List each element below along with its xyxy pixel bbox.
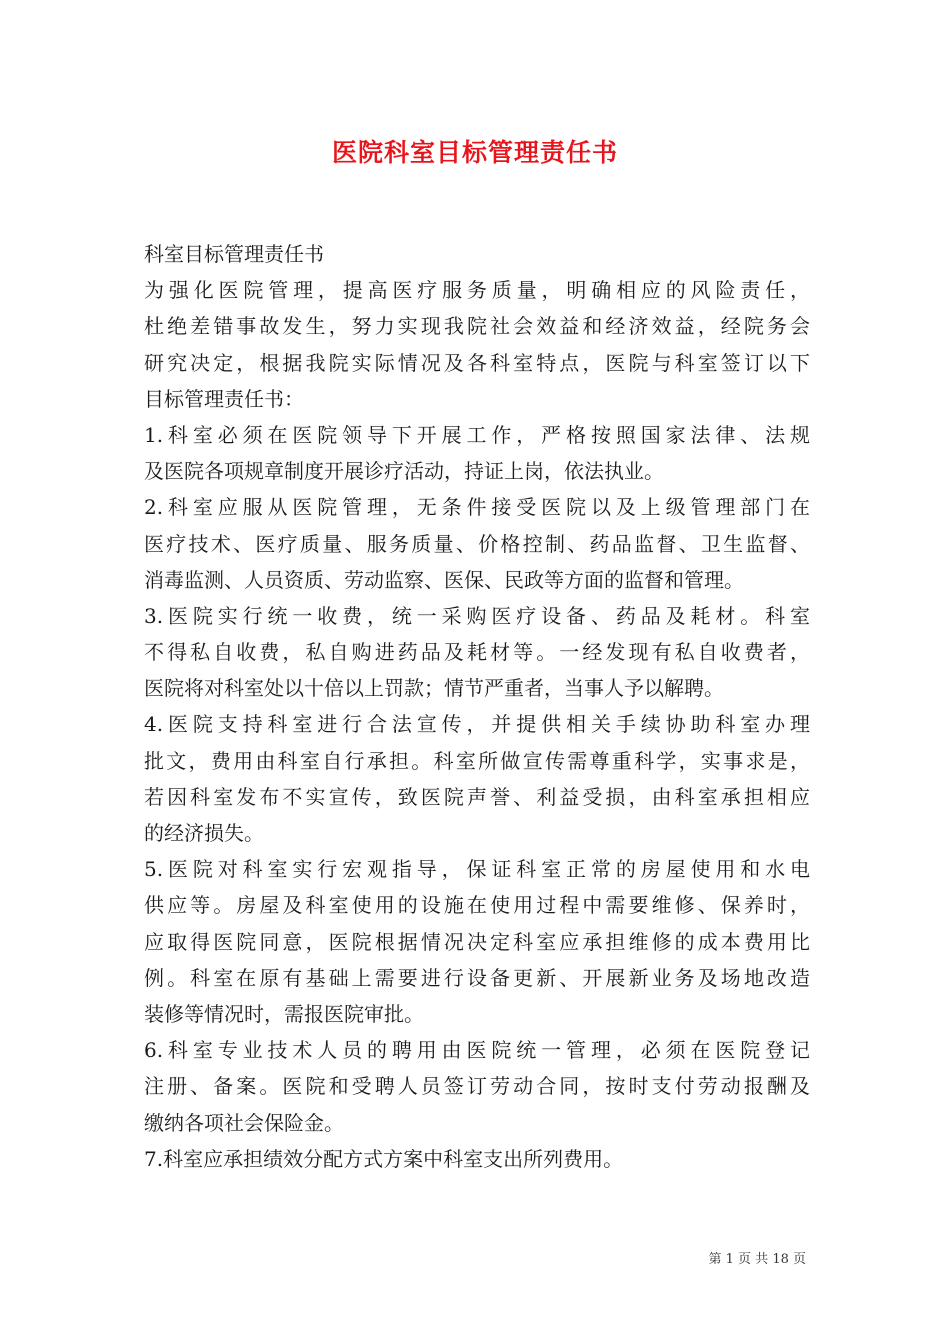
document-subtitle: 科室目标管理责任书	[144, 242, 324, 266]
clause-line: 例。科室在原有基础上需要进行设备更新、开展新业务及场地改造	[144, 965, 810, 990]
clause-2	[144, 489, 810, 598]
clause-line: 应取得医院同意，医院根据情况决定科室应承担维修的成本费用比	[144, 929, 810, 954]
clause-line: 2.科室应服从医院管理，无条件接受医院以及上级管理部门在	[144, 495, 810, 520]
clause-line: 及医院各项规章制度开展诊疗活动，持证上岗，依法执业。	[144, 459, 664, 484]
clause-line: 装修等情况时，需报医院审批。	[144, 1001, 424, 1026]
page-number: 第 1 页 共 18 页	[708, 1252, 806, 1267]
intro-line: 杜绝差错事故发生，努力实现我院社会效益和经济效益，经院务会	[144, 314, 810, 339]
clause-line: 5.医院对科室实行宏观指导，保证科室正常的房屋使用和水电	[144, 857, 810, 882]
clause-line: 不得私自收费，私自购进药品及耗材等。一经发现有私自收费者，	[144, 640, 810, 665]
intro-line: 为强化医院管理，提高医疗服务质量，明确相应的风险责任，	[144, 278, 810, 303]
clause-line: 注册、备案。医院和受聘人员签订劳动合同，按时支付劳动报酬及	[144, 1074, 810, 1099]
document-body	[144, 236, 810, 1177]
clause-line: 3.医院实行统一收费，统一采购医疗设备、药品及耗材。科室	[144, 603, 810, 628]
clause-line: 缴纳各项社会保险金。	[144, 1110, 344, 1135]
intro-line: 目标管理责任书：	[144, 386, 304, 411]
clause-3	[144, 598, 810, 707]
clause-line: 若因科室发布不实宣传，致医院声誉、利益受损，由科室承担相应	[144, 784, 810, 809]
clause-line: 1.科室必须在医院领导下开展工作，严格按照国家法律、法规	[144, 422, 810, 447]
clause-line: 供应等。房屋及科室使用的设施在使用过程中需要维修、保养时，	[144, 893, 810, 918]
clause-7	[144, 1141, 810, 1177]
clause-line: 消毒监测、人员资质、劳动监察、医保、民政等方面的监督和管理。	[144, 567, 744, 592]
clause-6	[144, 1032, 810, 1141]
clause-line: 6.科室专业技术人员的聘用由医院统一管理，必须在医院登记	[144, 1038, 810, 1063]
intro-paragraph	[144, 272, 810, 417]
clause-line: 4.医院支持科室进行合法宣传，并提供相关手续协助科室办理	[144, 712, 810, 737]
document-title: 医院科室目标管理责任书	[331, 138, 618, 167]
clause-line: 批文，费用由科室自行承担。科室所做宣传需尊重科学，实事求是，	[144, 748, 810, 773]
clause-1	[144, 417, 810, 489]
clause-line: 7.科室应承担绩效分配方式方案中科室支出所列费用。	[144, 1146, 624, 1171]
clause-4	[144, 706, 810, 851]
clause-5	[144, 851, 810, 1032]
clause-line: 医疗技术、医疗质量、服务质量、价格控制、药品监督、卫生监督、	[144, 531, 810, 556]
intro-line: 研究决定，根据我院实际情况及各科室特点，医院与科室签订以下	[144, 350, 810, 375]
clause-line: 的经济损失。	[144, 821, 264, 845]
clause-line: 医院将对科室处以十倍以上罚款；情节严重者，当事人予以解聘。	[144, 676, 724, 701]
